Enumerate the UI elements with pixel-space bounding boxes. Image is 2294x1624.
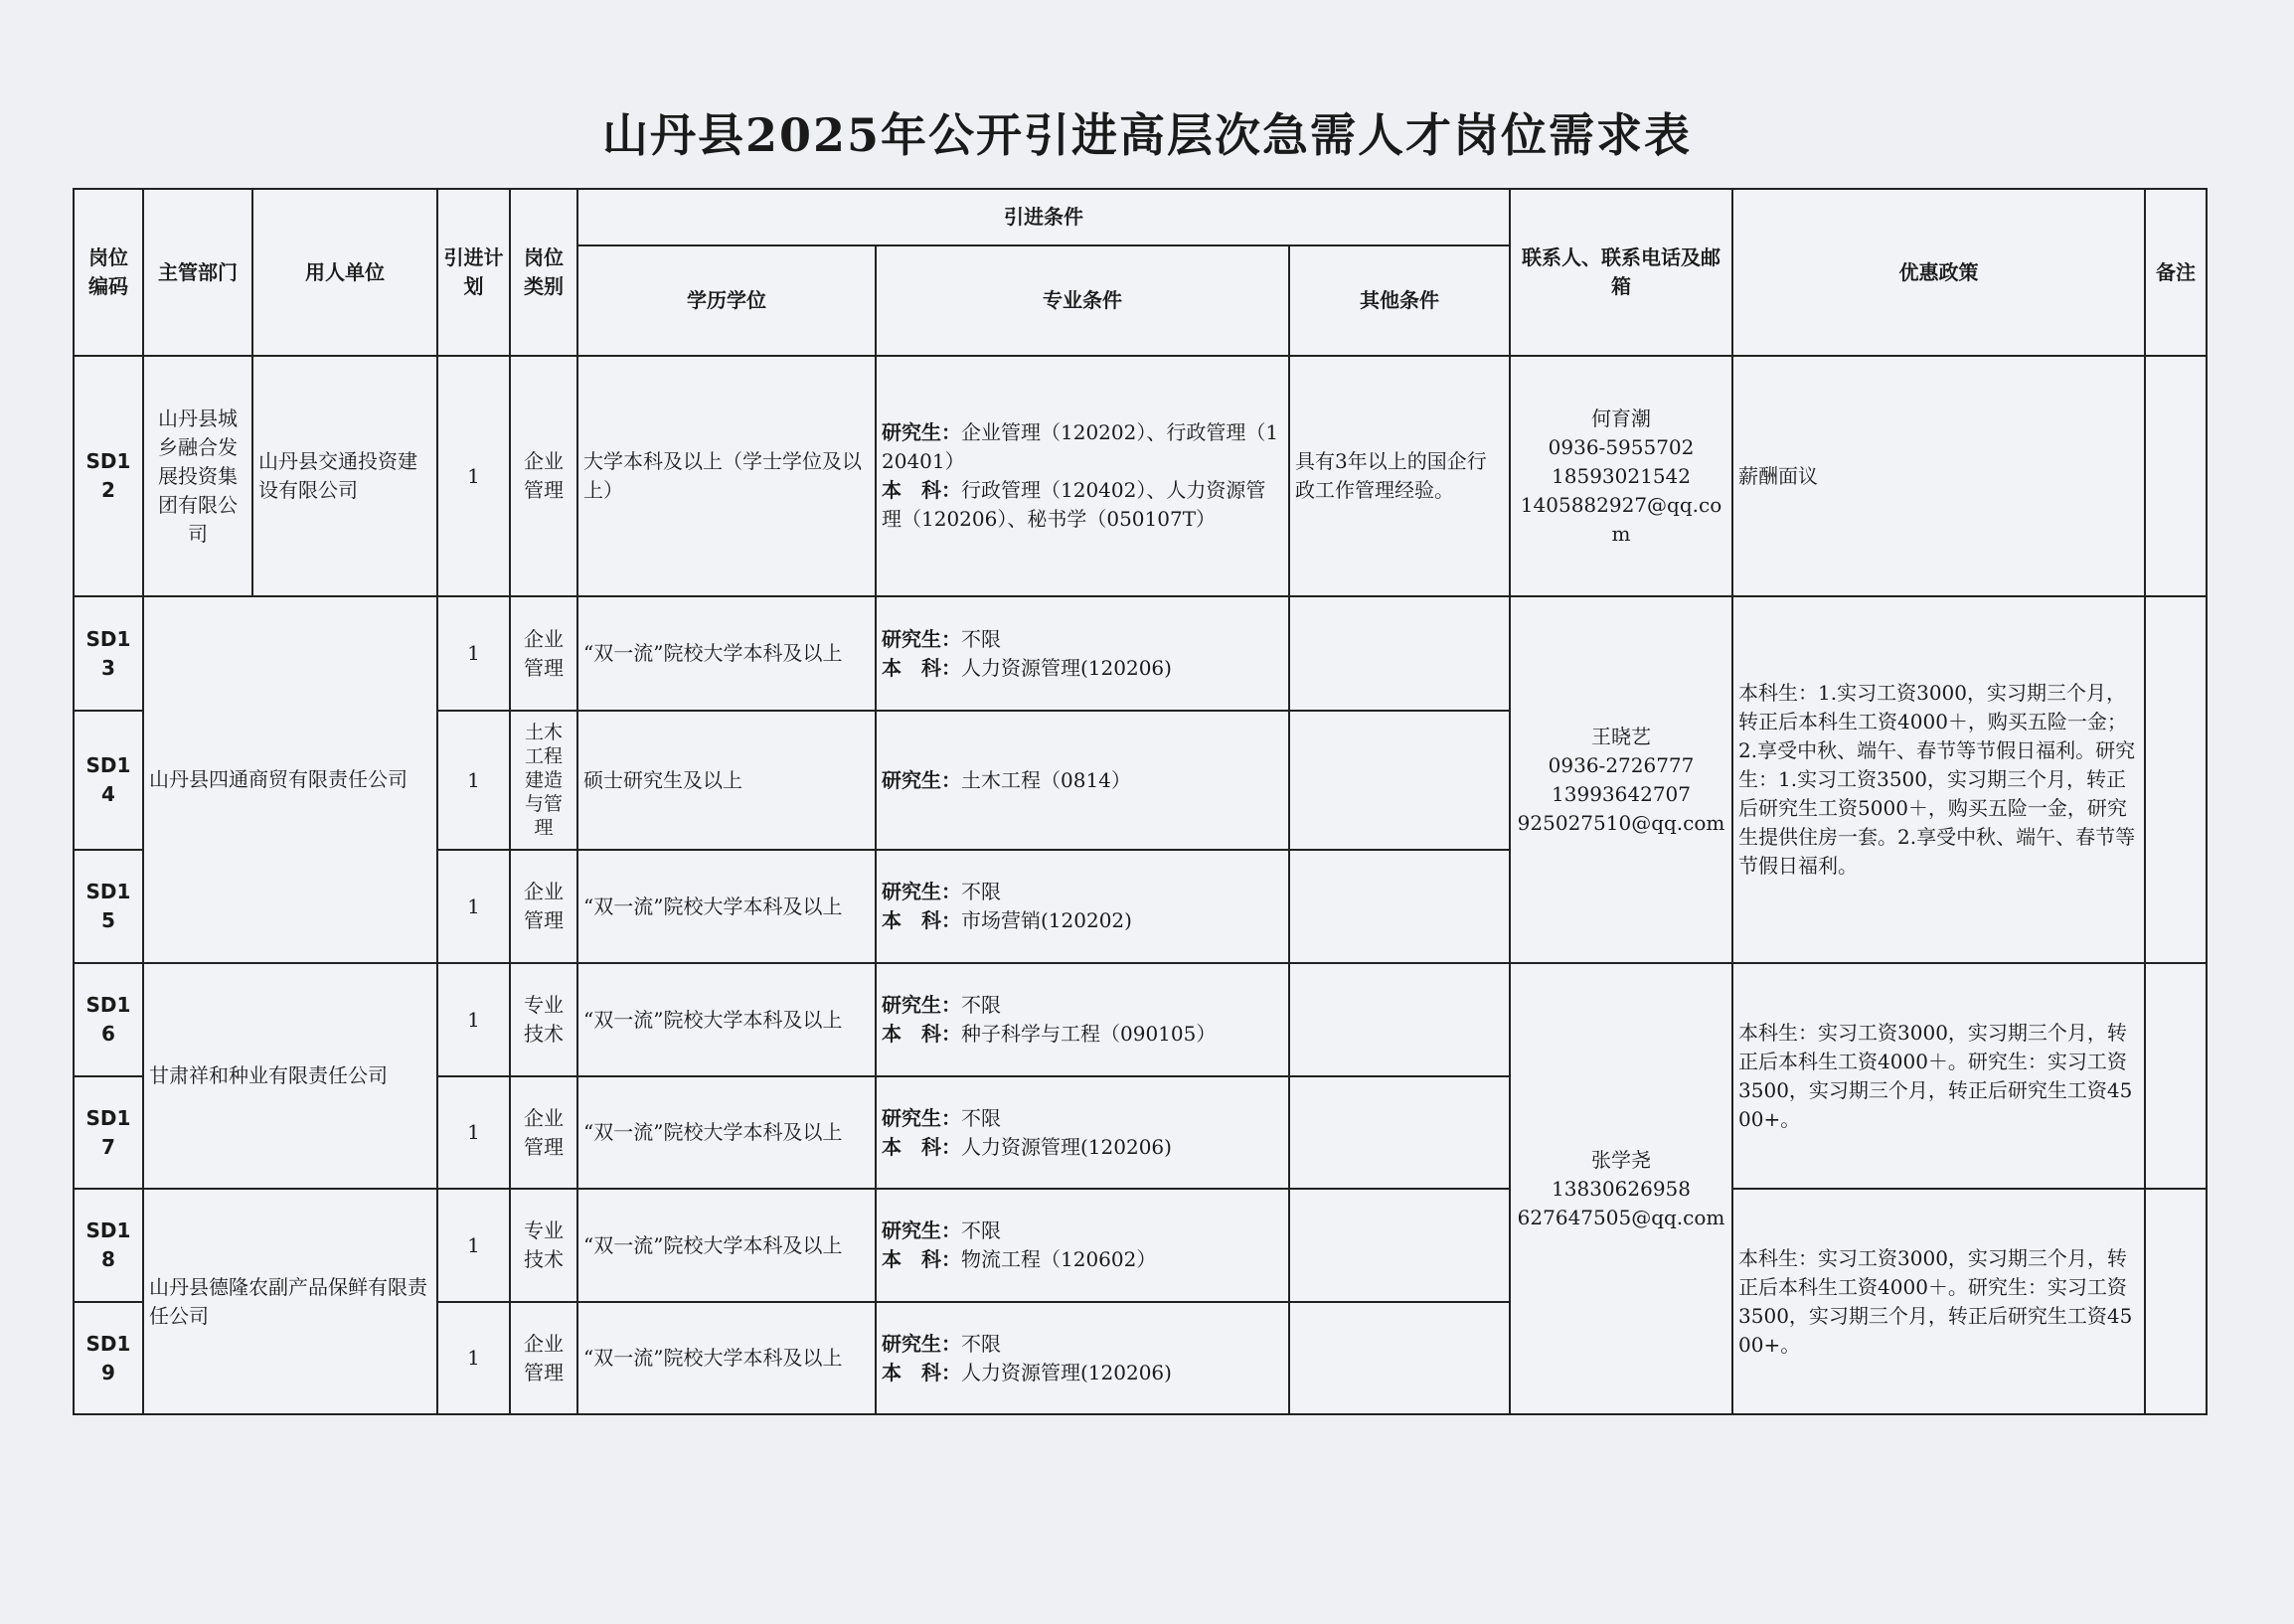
row-category: 企业管理 bbox=[510, 1076, 577, 1189]
grad-major: 土木工程（0814） bbox=[961, 767, 1131, 792]
contact-phone: 0936-5955702 bbox=[1548, 434, 1695, 459]
contact-name: 张学尧 bbox=[1591, 1147, 1652, 1172]
undergrad-major: 市场营销(120202) bbox=[961, 908, 1132, 932]
row-education: “双一流”院校大学本科及以上 bbox=[577, 850, 876, 963]
row-other: 具有3年以上的国企行政工作管理经验。 bbox=[1289, 356, 1510, 596]
row-major bbox=[876, 1189, 1289, 1302]
contact-email: 925027510@qq.com bbox=[1517, 810, 1725, 835]
header-plan: 引进计划 bbox=[437, 189, 510, 356]
table-row bbox=[74, 596, 2207, 711]
row-plan: 1 bbox=[437, 963, 510, 1076]
grad-major: 不限 bbox=[961, 626, 1001, 651]
row-other bbox=[1289, 1189, 1510, 1302]
row-employer: 甘肃祥和种业有限责任公司 bbox=[143, 963, 437, 1189]
row-other bbox=[1289, 596, 1510, 711]
undergrad-major: 物流工程（120602） bbox=[961, 1247, 1157, 1271]
header-policy: 优惠政策 bbox=[1732, 189, 2145, 356]
row-category: 企业管理 bbox=[510, 596, 577, 711]
row-education: “双一流”院校大学本科及以上 bbox=[577, 1189, 876, 1302]
row-contact bbox=[1510, 356, 1732, 596]
undergrad-label: 本 科： bbox=[882, 1022, 961, 1046]
row-remark bbox=[2145, 963, 2207, 1189]
row-employer: 山丹县交通投资建设有限公司 bbox=[252, 356, 437, 596]
row-major bbox=[876, 1076, 1289, 1189]
grad-major: 不限 bbox=[961, 1218, 1001, 1242]
undergrad-major: 种子科学与工程（090105） bbox=[961, 1022, 1217, 1046]
row-education: “双一流”院校大学本科及以上 bbox=[577, 1076, 876, 1189]
undergrad-label: 本 科： bbox=[882, 1360, 961, 1384]
contact-phone: 0936-2726777 bbox=[1548, 752, 1695, 777]
undergrad-label: 本 科： bbox=[882, 655, 961, 680]
row-policy: 本科生：1.实习工资3000，实习期三个月，转正后本科生工资4000＋，购买五险一金；2.享受中秋、端午、春节等节假日福利。研究生：1.实习工资3500，实习期三个月，转正后研究生工资5000＋，购买五险一金，研究生提供住房一套。2.享受中秋、端午、春节等节假日福利。 bbox=[1732, 596, 2145, 963]
contact-mobile: 13830626958 bbox=[1552, 1176, 1692, 1201]
row-category: 企业管理 bbox=[510, 356, 577, 596]
row-major bbox=[876, 963, 1289, 1076]
header-category: 岗位类别 bbox=[510, 189, 577, 356]
row-code: SD18 bbox=[74, 1189, 143, 1302]
row-remark bbox=[2145, 1189, 2207, 1414]
row-employer: 山丹县德隆农副产品保鲜有限责任公司 bbox=[143, 1189, 437, 1414]
grad-major: 不限 bbox=[961, 880, 1001, 903]
row-category: 企业管理 bbox=[510, 850, 577, 963]
row-dept: 山丹县城乡融合发展投资集团有限公司 bbox=[143, 356, 252, 596]
row-major bbox=[876, 596, 1289, 711]
grad-label: 研究生： bbox=[882, 1105, 961, 1130]
grad-major: 企业管理（120202）、行政管理（120401） bbox=[882, 420, 1279, 473]
grad-label: 研究生： bbox=[882, 626, 961, 651]
row-remark bbox=[2145, 356, 2207, 596]
row-other bbox=[1289, 850, 1510, 963]
grad-label: 研究生： bbox=[882, 1331, 961, 1356]
grad-label: 研究生： bbox=[882, 880, 961, 903]
row-employer: 山丹县四通商贸有限责任公司 bbox=[143, 596, 437, 963]
row-education: 大学本科及以上（学士学位及以上） bbox=[577, 356, 876, 596]
row-category: 企业管理 bbox=[510, 1302, 577, 1414]
row-education: 硕士研究生及以上 bbox=[577, 711, 876, 850]
header-employer: 用人单位 bbox=[252, 189, 437, 356]
table-row bbox=[74, 1189, 2207, 1302]
row-plan: 1 bbox=[437, 596, 510, 711]
row-other bbox=[1289, 1076, 1510, 1189]
header-other: 其他条件 bbox=[1289, 245, 1510, 356]
row-major bbox=[876, 1302, 1289, 1414]
row-category: 土木工程建造与管理 bbox=[510, 711, 577, 850]
undergrad-major: 行政管理（120402）、人力资源管理（120206）、秘书学（050107T） bbox=[882, 478, 1266, 531]
row-plan: 1 bbox=[437, 711, 510, 850]
contact-mobile: 18593021542 bbox=[1552, 463, 1692, 488]
row-contact bbox=[1510, 963, 1732, 1414]
grad-label: 研究生： bbox=[882, 420, 961, 444]
row-remark bbox=[2145, 596, 2207, 963]
row-other bbox=[1289, 1302, 1510, 1414]
contact-email: 1405882927@qq.com bbox=[1520, 492, 1722, 546]
row-other bbox=[1289, 963, 1510, 1076]
row-major bbox=[876, 850, 1289, 963]
row-category: 专业技术 bbox=[510, 963, 577, 1076]
row-plan: 1 bbox=[437, 1189, 510, 1302]
undergrad-major: 人力资源管理(120206) bbox=[961, 1134, 1172, 1159]
row-code: SD19 bbox=[74, 1302, 143, 1414]
undergrad-label: 本 科： bbox=[882, 1247, 961, 1271]
contact-name: 何育潮 bbox=[1591, 406, 1652, 430]
row-code: SD17 bbox=[74, 1076, 143, 1189]
page-title: 山丹县2025年公开引进高层次急需人才岗位需求表 bbox=[601, 108, 1693, 162]
row-policy: 本科生：实习工资3000，实习期三个月，转正后本科生工资4000＋。研究生：实习工资3500，实习期三个月，转正后研究生工资4500+。 bbox=[1732, 963, 2145, 1189]
undergrad-major: 人力资源管理(120206) bbox=[961, 1360, 1172, 1384]
grad-major: 不限 bbox=[961, 993, 1001, 1017]
grad-label: 研究生： bbox=[882, 993, 961, 1017]
row-code: SD16 bbox=[74, 963, 143, 1076]
header-row bbox=[74, 189, 2207, 245]
row-major bbox=[876, 711, 1289, 850]
header-remark: 备注 bbox=[2145, 189, 2207, 356]
grad-major: 不限 bbox=[961, 1331, 1001, 1356]
row-education: “双一流”院校大学本科及以上 bbox=[577, 1302, 876, 1414]
header-dept: 主管部门 bbox=[143, 189, 252, 356]
table-row bbox=[74, 356, 2207, 596]
undergrad-label: 本 科： bbox=[882, 908, 961, 932]
contact-mobile: 13993642707 bbox=[1552, 781, 1692, 806]
undergrad-label: 本 科： bbox=[882, 1134, 961, 1159]
header-conditions: 引进条件 bbox=[577, 189, 1510, 245]
row-education: “双一流”院校大学本科及以上 bbox=[577, 596, 876, 711]
header-major: 专业条件 bbox=[876, 245, 1289, 356]
undergrad-major: 人力资源管理(120206) bbox=[961, 655, 1172, 680]
row-major bbox=[876, 356, 1289, 596]
header-education: 学历学位 bbox=[577, 245, 876, 356]
row-code: SD12 bbox=[74, 356, 143, 596]
undergrad-label: 本 科： bbox=[882, 478, 961, 502]
row-code: SD15 bbox=[74, 850, 143, 963]
contact-name: 王晓艺 bbox=[1591, 724, 1652, 748]
row-plan: 1 bbox=[437, 1076, 510, 1189]
row-code: SD14 bbox=[74, 711, 143, 850]
row-policy: 本科生：实习工资3000，实习期三个月，转正后本科生工资4000＋。研究生：实习工资3500，实习期三个月，转正后研究生工资4500+。 bbox=[1732, 1189, 2145, 1414]
job-requirements-table bbox=[73, 188, 2208, 1415]
row-plan: 1 bbox=[437, 850, 510, 963]
grad-label: 研究生： bbox=[882, 1218, 961, 1242]
row-education: “双一流”院校大学本科及以上 bbox=[577, 963, 876, 1076]
row-category: 专业技术 bbox=[510, 1189, 577, 1302]
header-contact: 联系人、联系电话及邮箱 bbox=[1510, 189, 1732, 356]
grad-label: 研究生： bbox=[882, 767, 961, 792]
table-row bbox=[74, 963, 2207, 1076]
row-code: SD13 bbox=[74, 596, 143, 711]
header-code: 岗位编码 bbox=[74, 189, 143, 356]
row-contact bbox=[1510, 596, 1732, 963]
row-policy: 薪酬面议 bbox=[1732, 356, 2145, 596]
row-other bbox=[1289, 711, 1510, 850]
row-plan: 1 bbox=[437, 356, 510, 596]
row-plan: 1 bbox=[437, 1302, 510, 1414]
grad-major: 不限 bbox=[961, 1105, 1001, 1130]
contact-email: 627647505@qq.com bbox=[1517, 1205, 1725, 1229]
